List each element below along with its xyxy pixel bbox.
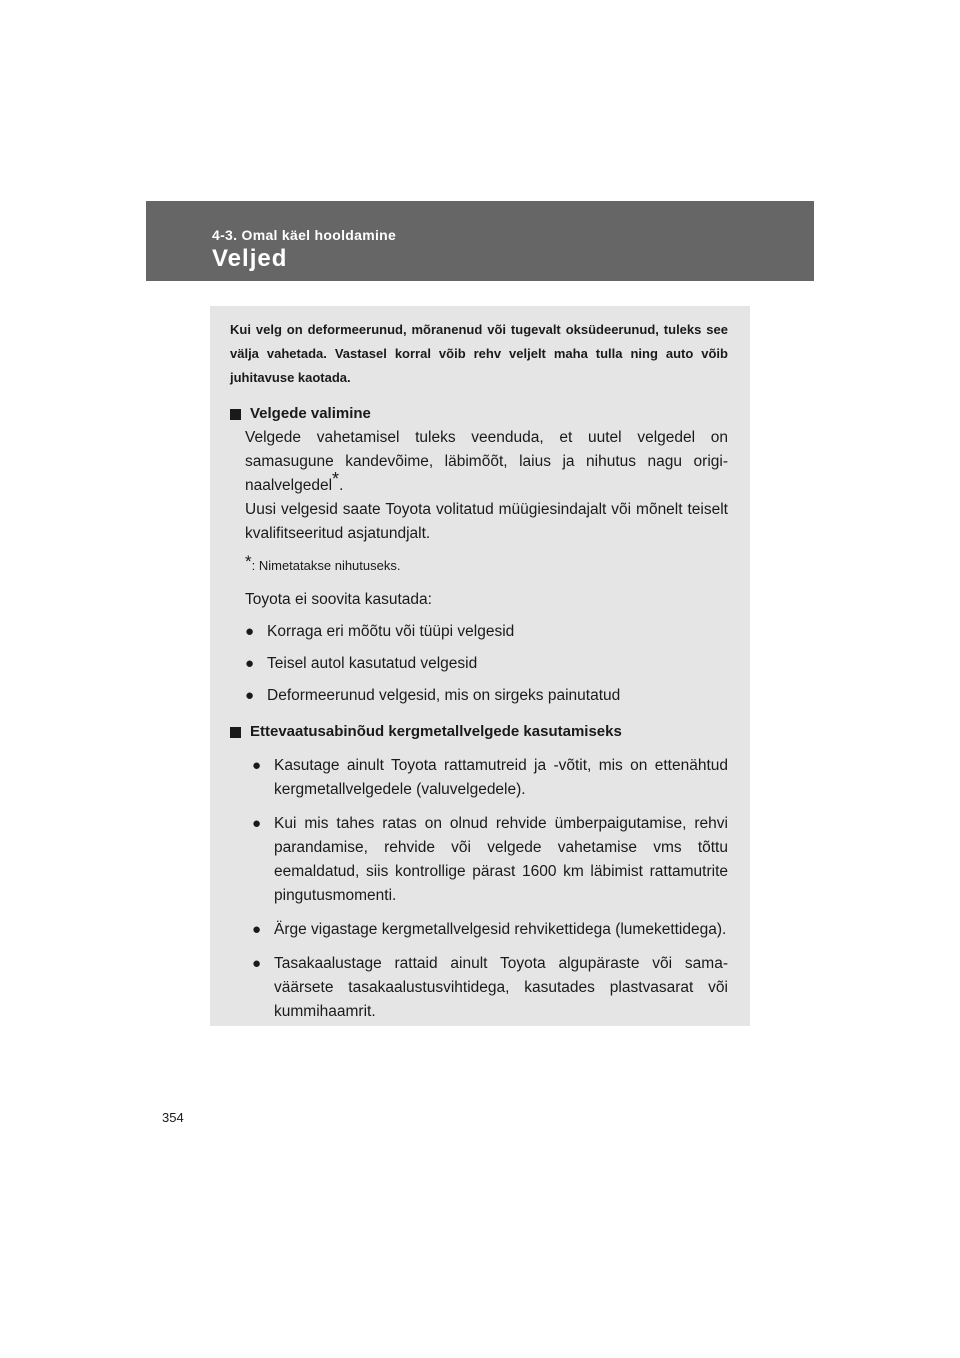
paragraph-text: Velgede vahetamisel tuleks veenduda, et uutel velgedel on samasugune kandevõime, läbimõõt, laius ja nihutus nagu originaalvelgedel: [245, 429, 728, 494]
section-heading-rim-selection: [230, 402, 728, 426]
footnote: [245, 552, 728, 576]
list-item: [245, 620, 728, 644]
bullet-dot-icon: ●: [252, 921, 262, 938]
footnote-asterisk: *: [245, 552, 252, 571]
paragraph-dealer: Uusi velgesid saate Toyota volitatud müügiesindajalt või mõnelt teiselt kvalifitseeritud asjatundjalt.: [245, 501, 728, 542]
bullet-dot-icon: ●: [252, 757, 262, 774]
list-item-text: Tasakaalustage rattaid ainult Toyota algupäraste või samaväärsete tasakaalustusvihtidega, kasutades plastvasarat või kummihaamrit.: [274, 955, 728, 1020]
paragraph-rim-replacement: [245, 426, 728, 498]
list-item-text: Korraga eri mõõtu või tüüpi velgesid: [267, 623, 515, 640]
bullet-dot-icon: ●: [252, 815, 262, 832]
section-heading-alloy-precautions: [230, 720, 728, 744]
list-item: [245, 684, 728, 708]
list-item: [245, 652, 728, 676]
bullet-dot-icon: ●: [245, 687, 255, 704]
not-recommended-lead: Toyota ei soovita kasutada:: [245, 591, 432, 608]
content-box: [210, 306, 750, 1026]
bullet-dot-icon: ●: [252, 955, 262, 972]
square-bullet-icon: [230, 727, 241, 738]
list-item-text: Kasutage ainult Toyota rattamutreid ja -võtit, mis on ettenähtud kergmetallvelgedele (valuvelgedele).: [274, 757, 728, 798]
section-heading-text: Ettevaatusabinõud kergmetallvelgede kasutamiseks: [250, 723, 622, 740]
asterisk-mark: *: [332, 469, 340, 489]
footnote-text: : Nimetatakse nihutuseks.: [251, 558, 401, 573]
list-item: [252, 918, 728, 942]
section-heading-text: Velgede valimine: [250, 405, 371, 422]
bullet-dot-icon: ●: [245, 655, 255, 672]
list-item-text: Ärge vigastage kergmetallvelgesid rehvikettidega (lumekettidega).: [274, 921, 727, 938]
bullet-dot-icon: ●: [245, 623, 255, 640]
list-item-text: Teisel autol kasutatud velgesid: [267, 655, 478, 672]
list-item-text: Deformeerunud velgesid, mis on sirgeks painutatud: [267, 687, 621, 704]
intro-text: Kui velg on deformeerunud, mõranenud või tugevalt oksüdeerunud, tuleks see välja vahetada. Vastasel korral võib rehv veljelt maha tulla ning auto võib juhitavuse kaotada.: [230, 322, 728, 385]
list-item: [252, 952, 728, 1024]
chapter-header: [146, 201, 814, 281]
list-item-text: Kui mis tahes ratas on olnud rehvide ümberpaigutamise, rehvi parandamise, rehvide või velgede vahetamise vms tõttu eemaldatud, siis kontrollige pärast 1600 km läbimist rattamutrite pingutusmomenti.: [274, 815, 728, 904]
page-title: Veljed: [212, 245, 288, 272]
list-item: [252, 754, 728, 802]
paragraph-end: .: [339, 477, 344, 494]
section-label: 4-3. Omal käel hooldamine: [212, 227, 397, 243]
square-bullet-icon: [230, 409, 241, 420]
page-number: 354: [162, 1110, 184, 1125]
list-item: [252, 812, 728, 908]
